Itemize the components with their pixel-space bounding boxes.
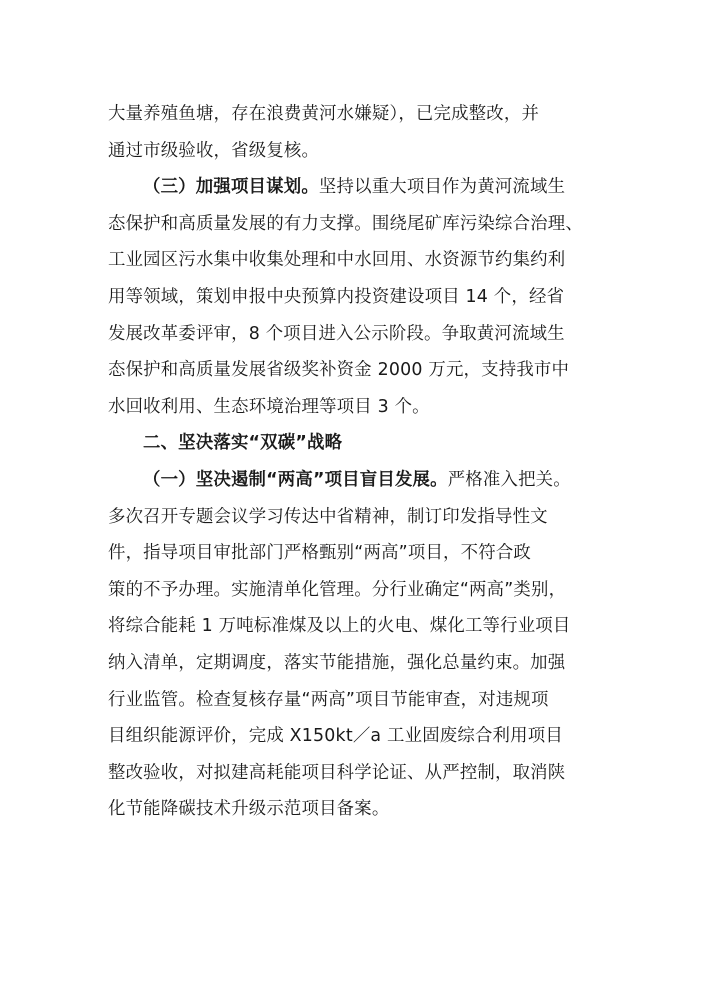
heading-run: （三）加强项目谋划。 (143, 177, 319, 198)
text-line-12 (108, 499, 613, 536)
text-run: 目组织能源评价，完成 X150kt／a 工业固废综合利用项目 (108, 726, 563, 747)
text-line-4 (108, 206, 613, 243)
text-run: 通过市级验收，省级复核。 (108, 140, 320, 161)
text-line-16 (108, 645, 613, 682)
text-line-9 (108, 389, 613, 426)
text-line-8 (108, 352, 613, 389)
text-run: 态保护和高质量发展省级奖补资金 2000 万元，支持我市中 (108, 360, 570, 381)
text-run: 化节能降碳技术升级示范项目备案。 (108, 799, 390, 820)
text-line-15 (108, 608, 613, 645)
document-body (108, 96, 613, 828)
heading-run: （一）坚决遏制“两高”项目盲目发展。 (143, 469, 448, 490)
text-run: 坚持以重大项目作为黄河流域生 (318, 177, 566, 198)
text-line-17 (108, 682, 613, 719)
text-run: 态保护和高质量发展的有力支撑。围绕尾矿库污染综合治理、 (108, 213, 583, 234)
text-line-5 (108, 242, 613, 279)
text-run: 多次召开专题会议学习传达中省精神，制订印发指导性文 (108, 506, 548, 527)
text-run: 策的不予办理。实施清单化管理。分行业确定“两高”类别， (108, 579, 567, 600)
text-line-18 (108, 718, 613, 755)
text-line-19 (108, 755, 613, 792)
chapter-heading (108, 425, 613, 462)
section-heading-3 (108, 169, 613, 206)
text-line-1 (108, 96, 613, 133)
text-run: 发展改革委评审，8 个项目进入公示阶段。争取黄河流域生 (108, 323, 565, 344)
text-run: 行业监管。检查复核存量“两高”项目节能审查，对违规项 (108, 689, 549, 710)
text-run: 严格准入把关。 (447, 469, 571, 490)
text-line-6 (108, 279, 613, 316)
text-line-2 (108, 133, 613, 170)
text-run: 水回收利用、生态环境治理等项目 3 个。 (108, 396, 430, 417)
text-run: 纳入清单，定期调度，落实节能措施，强化总量约束。加强 (108, 652, 566, 673)
text-run: 将综合能耗 1 万吨标准煤及以上的火电、煤化工等行业项目 (108, 616, 571, 637)
text-run: 用等领域，策划申报中央预算内投资建设项目 14 个，经省 (108, 286, 565, 307)
heading-run: 二、坚决落实“双碳”战略 (143, 433, 343, 454)
text-line-7 (108, 316, 613, 353)
text-line-20 (108, 791, 613, 828)
text-run: 大量养殖鱼塘，存在浪费黄河水嫌疑），已完成整改，并 (108, 104, 540, 124)
text-line-14 (108, 572, 613, 609)
text-run: 工业园区污水集中收集处理和中水回用、水资源节约集约利 (108, 250, 566, 271)
section-heading-1 (108, 462, 613, 499)
text-run: 件，指导项目审批部门严格甄别“两高”项目，不符合政 (108, 543, 532, 564)
text-line-13 (108, 535, 613, 572)
text-run: 整改验收，对拟建高耗能项目科学论证、从严控制，取消陕 (108, 762, 566, 783)
